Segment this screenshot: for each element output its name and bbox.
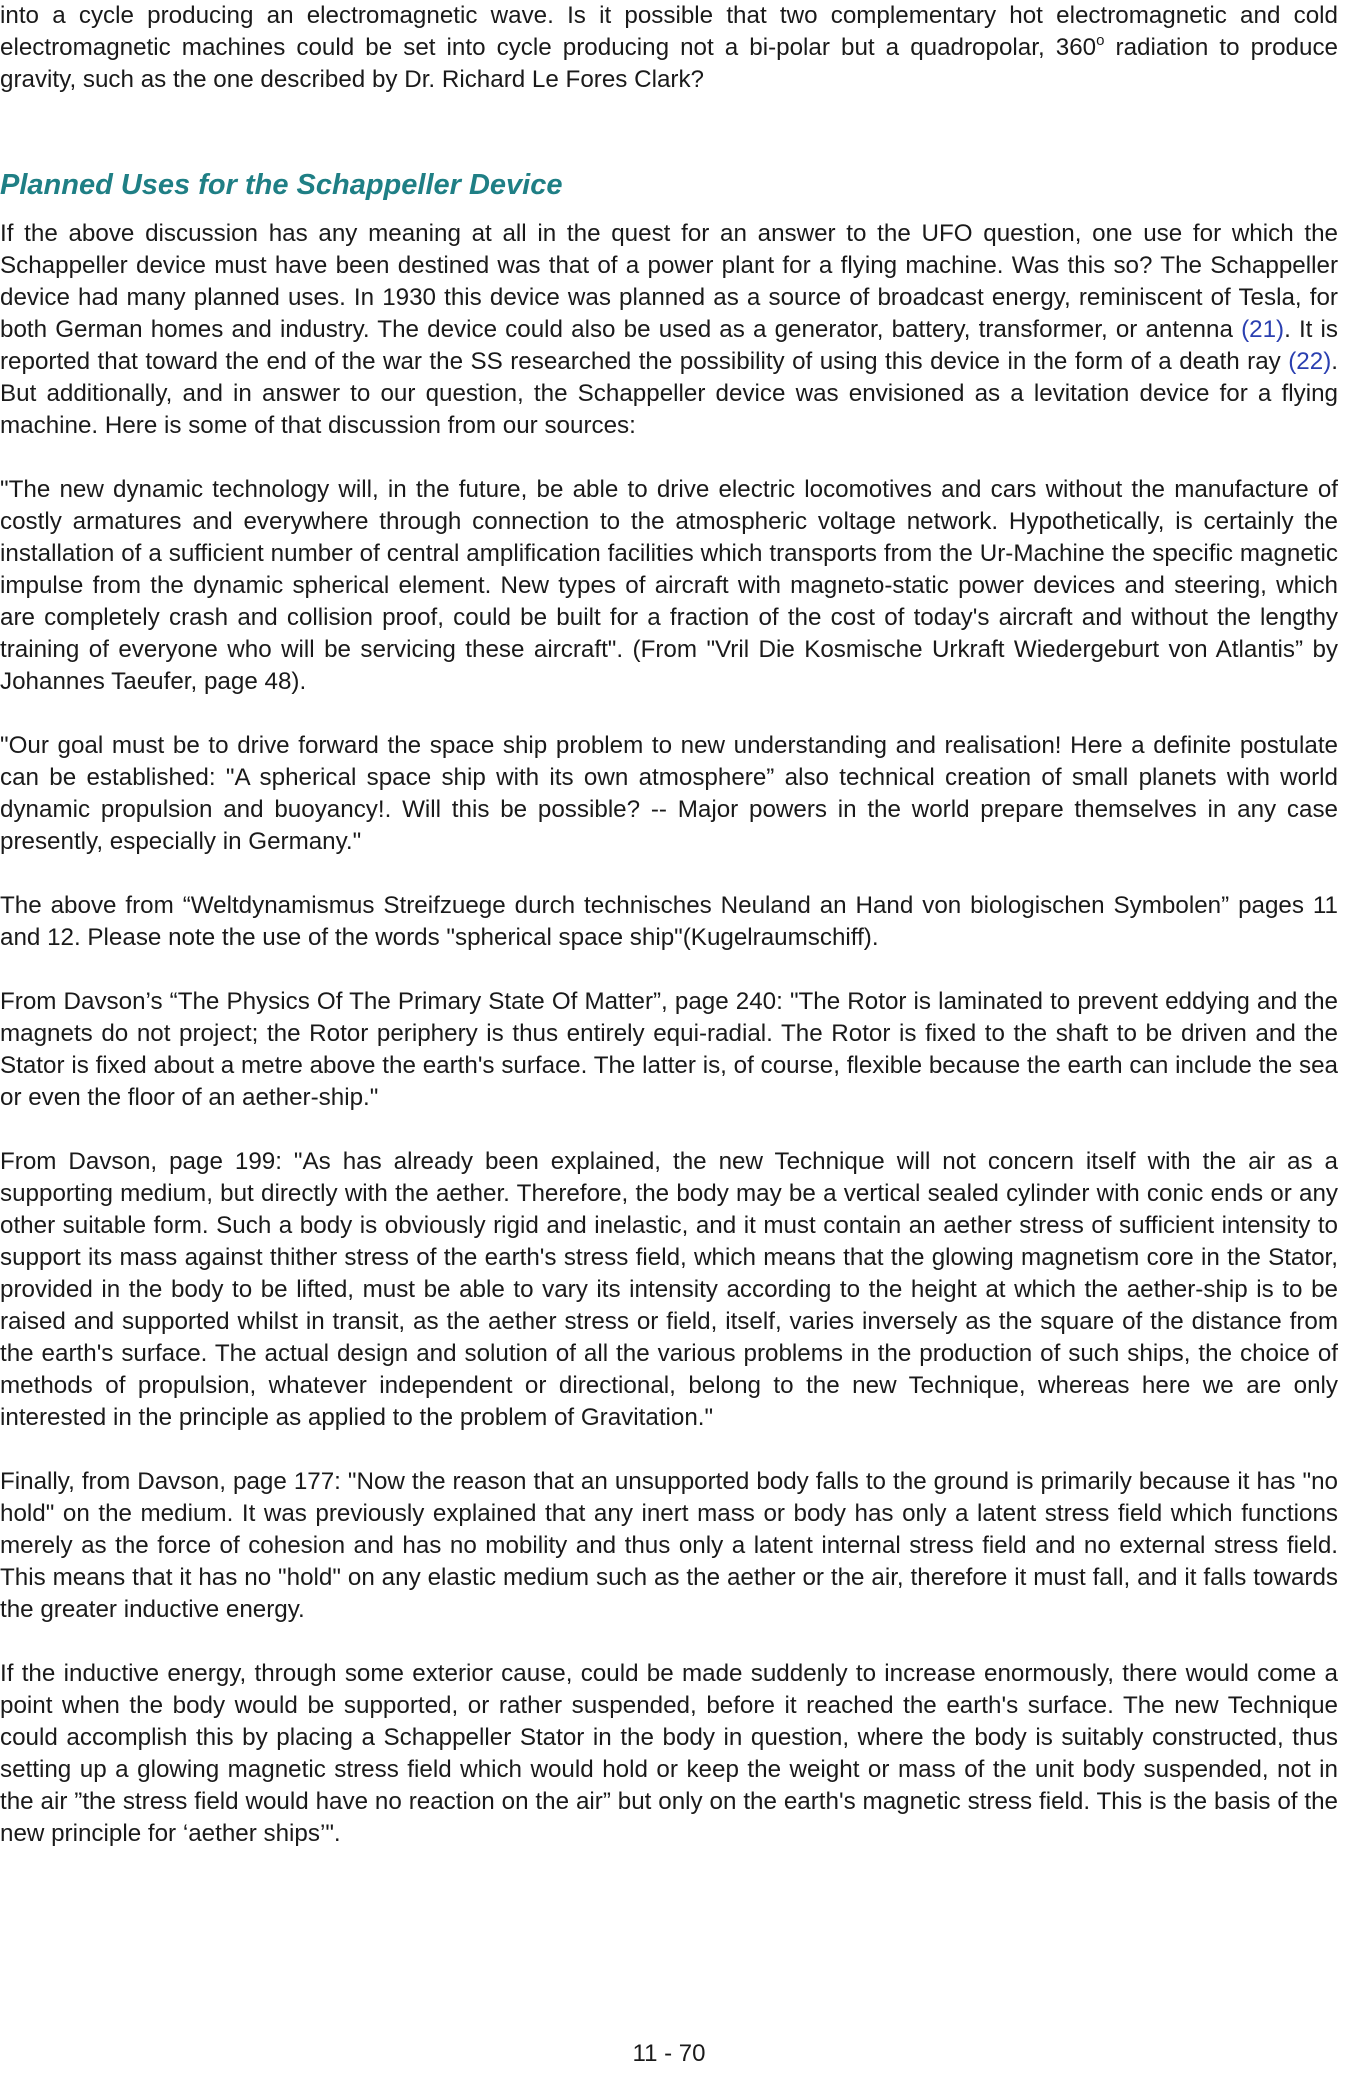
quote-space-ship-paragraph: "Our goal must be to drive forward the space ship problem to new understanding and realisation! Here a definite postulate can be established: "A spherical space ship with its own atmosphere” also technical creation of small planets with world dynamic propulsion and buoyancy!. Will this be possible? -- Major powers in the world prepare themselves in any case presently, especially in Germany." <box>0 732 1338 855</box>
davson-page-240-paragraph: From Davson’s “The Physics Of The Primary State Of Matter”, page 240: "The Rotor is laminated to prevent eddying and the magnets do not project; the Rotor periphery is thus entirely equi-radial. The Rotor is fixed to the shaft to be driven and the Stator is fixed about a metre above the earth's surface. The latter is, of course, flexible because the earth can include the sea or even the floor of an aether-ship." <box>0 988 1338 1111</box>
intro-text-continued: radiation to produce gravity, such as the one described by Dr. Richard Le Fores Clark? <box>0 34 1338 93</box>
weltdynamismus-note-paragraph: The above from “Weltdynamismus Streifzuege durch technisches Neuland an Hand von biologischen Symbolen” pages 11 and 12. Please note the use of the words "spherical space ship"(Kugelraumschiff). <box>0 892 1338 951</box>
paragraph-text: . It is reported that toward the end of the war the SS researched the possibility of using this device in the form of a death ray <box>0 316 1338 375</box>
reference-link-21[interactable]: (21) <box>1241 316 1285 343</box>
inductive-energy-paragraph: If the inductive energy, through some exterior cause, could be made suddenly to increase enormously, there would come a point when the body would be supported, or rather suspended, before it reached the earth's surface. The new Technique could accomplish this by placing a Schappeller Stator in the body in question, where the body is suitably constructed, thus setting up a glowing magnetic stress field which would hold or keep the weight or mass of the unit body suspended, not in the air ”the stress field would have no reaction on the air” but only on the earth's magnetic stress field. This is the basis of the new principle for ‘aether ships’". <box>0 1660 1338 1847</box>
intro-text: into a cycle producing an electromagnetic wave. Is it possible that two complementary hot electromagnetic and cold electromagnetic machines could be set into cycle producing not a bi-polar but a quadropolar, 360 <box>0 2 1338 61</box>
section-heading: Planned Uses for the Schappeller Device <box>0 169 563 201</box>
planned-uses-paragraph <box>0 218 1338 442</box>
intro-paragraph <box>0 0 1338 96</box>
quote-vril-paragraph: "The new dynamic technology will, in the future, be able to drive electric locomotives and cars without the manufacture of costly armatures and everywhere through connection to the atmospheric voltage network. Hypothetically, is certainly the installation of a sufficient number of central amplification facilities which transports from the Ur-Machine the specific magnetic impulse from the dynamic spherical element. New types of aircraft with magneto-static power devices and steering, which are completely crash and collision proof, could be built for a fraction of the cost of today's aircraft and without the lengthy training of everyone who will be servicing these aircraft". (From "Vril Die Kosmische Urkraft Wiedergeburt von Atlantis” by Johannes Taeufer, page 48). <box>0 476 1338 695</box>
reference-link-22[interactable]: (22) <box>1288 348 1332 375</box>
davson-page-177-paragraph: Finally, from Davson, page 177: "Now the reason that an unsupported body falls to the ground is primarily because it has "no hold" on the medium. It was previously explained that any inert mass or body has only a latent stress field which functions merely as the force of cohesion and has no mobility and thus only a latent internal stress field and no external stress field. This means that it has no "hold" on any elastic medium such as the aether or the air, therefore it must fall, and it falls towards the greater inductive energy. <box>0 1468 1338 1623</box>
paragraph-text: If the above discussion has any meaning at all in the quest for an answer to the UFO question, one use for which the Schappeller device must have been destined was that of a power plant for a flying machine. Was this so? The Schappeller device had many planned uses. In 1930 this device was planned as a source of broadcast energy, reminiscent of Tesla, for both German homes and industry. The device could also be used as a generator, battery, transformer, or antenna <box>0 220 1338 343</box>
degree-superscript: o <box>1096 32 1105 49</box>
davson-page-199-paragraph: From Davson, page 199: "As has already been explained, the new Technique will not concern itself with the air as a supporting medium, but directly with the aether. Therefore, the body may be a vertical sealed cylinder with conic ends or any other suitable form. Such a body is obviously rigid and inelastic, and it must contain an aether stress of sufficient intensity to support its mass against thither stress of the earth's stress field, which means that the glowing magnetism core in the Stator, provided in the body to be lifted, must be able to vary its intensity according to the height at which the aether-ship is to be raised and supported whilst in transit, as the aether stress or field, itself, varies inversely as the square of the distance from the earth's surface. The actual design and solution of all the various problems in the production of such ships, the choice of methods of propulsion, whatever independent or directional, belong to the new Technique, whereas here we are only interested in the principle as applied to the problem of Gravitation." <box>0 1148 1338 1431</box>
paragraph-text: . But additionally, and in answer to our question, the Schappeller device was envisioned as a levitation device for a flying machine. Here is some of that discussion from our sources: <box>0 348 1338 439</box>
page-number: 11 - 70 <box>632 2040 706 2067</box>
